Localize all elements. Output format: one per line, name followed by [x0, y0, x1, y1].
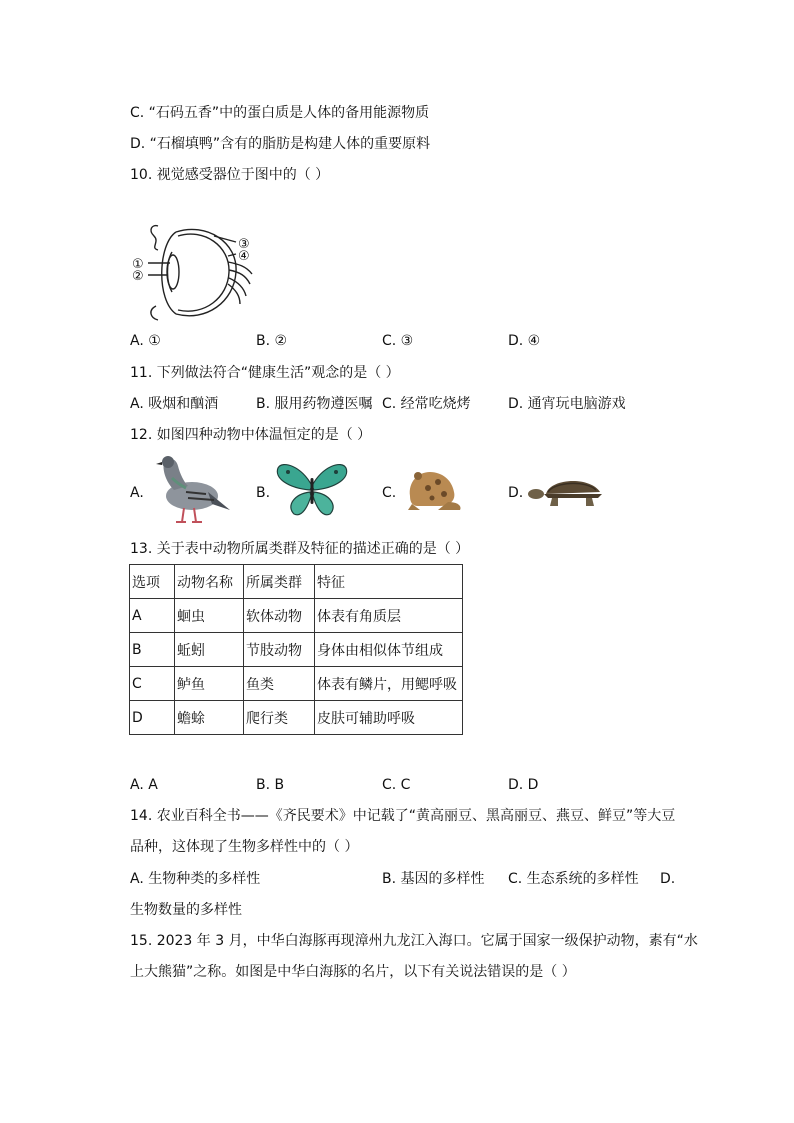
- table-cell: D: [130, 701, 175, 735]
- table-cell: C: [130, 667, 175, 701]
- q14-stem-line1: 14. 农业百科全书——《齐民要术》中记载了“黄高丽豆、黑高丽豆、燕豆、鲜豆”等大豆: [130, 808, 676, 824]
- q14-option-c: C. 生态系统的多样性: [508, 871, 639, 887]
- table-row: [130, 633, 463, 667]
- butterfly-image: [274, 460, 350, 520]
- turtle-image: [528, 470, 608, 510]
- table-cell: 蚯蚓: [175, 633, 244, 667]
- table-header-cell: 动物名称: [175, 565, 244, 599]
- q10-stem: 10. 视觉感受器位于图中的（ ）: [130, 167, 330, 183]
- q12-option-c: C.: [382, 485, 397, 501]
- table-cell: 节肢动物: [244, 633, 315, 667]
- q11-option-d: D. 通宵玩电脑游戏: [508, 396, 626, 412]
- eye-label-3: ③: [238, 237, 250, 252]
- table-header-cell: 特征: [315, 565, 463, 599]
- q10-option-c: C. ③: [382, 333, 414, 349]
- table-cell: 体表有鳞片，用鳃呼吸: [315, 667, 463, 701]
- table-cell: 身体由相似体节组成: [315, 633, 463, 667]
- table-cell: 蟾蜍: [175, 701, 244, 735]
- q11-stem: 11. 下列做法符合“健康生活”观念的是（ ）: [130, 365, 400, 381]
- pigeon-image: [148, 452, 232, 528]
- table-header-row: [130, 565, 463, 599]
- frog-image: [404, 466, 464, 512]
- q15-stem-line2: 上大熊猫”之称。如图是中华白海豚的名片，以下有关说法错误的是（ ）: [130, 964, 576, 980]
- q14-stem-line2: 品种，这体现了生物多样性中的（ ）: [130, 839, 359, 855]
- q11-option-c: C. 经常吃烧烤: [382, 396, 471, 412]
- eye-label-2: ②: [132, 269, 144, 284]
- q13-option-d: D. D: [508, 777, 539, 793]
- q11-option-a: A. 吸烟和酗酒: [130, 396, 219, 412]
- q14-option-a: A. 生物种类的多样性: [130, 871, 261, 887]
- q10-option-a: A. ①: [130, 333, 161, 349]
- table-cell: A: [130, 599, 175, 633]
- table-cell: 皮肤可辅助呼吸: [315, 701, 463, 735]
- table-cell: 体表有角质层: [315, 599, 463, 633]
- eye-label-1: ①: [132, 257, 144, 272]
- q13-stem: 13. 关于表中动物所属类群及特征的描述正确的是（ ）: [130, 541, 470, 557]
- table-cell: 鱼类: [244, 667, 315, 701]
- table-cell: 软体动物: [244, 599, 315, 633]
- table-row: [130, 701, 463, 735]
- q12-option-d: D.: [508, 485, 524, 501]
- q13-option-c: C. C: [382, 777, 411, 793]
- q14-option-d-text: 生物数量的多样性: [130, 902, 242, 918]
- table-cell: 爬行类: [244, 701, 315, 735]
- table-row: [130, 667, 463, 701]
- q13-table: [129, 564, 463, 735]
- table-row: [130, 599, 463, 633]
- q10-option-d: D. ④: [508, 333, 541, 349]
- q10-option-b: B. ②: [256, 333, 288, 349]
- eye-diagram: [128, 222, 268, 322]
- q12-option-b: B.: [256, 485, 271, 501]
- q9-option-d: D. “石榴填鸭”含有的脂肪是构建人体的重要原料: [130, 136, 431, 152]
- q14-option-d: D.: [660, 871, 676, 887]
- q12-stem: 12. 如图四种动物中体温恒定的是（ ）: [130, 427, 372, 443]
- q13-option-b: B. B: [256, 777, 285, 793]
- q13-option-a: A. A: [130, 777, 158, 793]
- table-cell: B: [130, 633, 175, 667]
- q12-option-a: A.: [130, 485, 144, 501]
- table-cell: 鲈鱼: [175, 667, 244, 701]
- table-header-cell: 选项: [130, 565, 175, 599]
- eye-label-4: ④: [238, 249, 250, 264]
- table-header-cell: 所属类群: [244, 565, 315, 599]
- q9-option-c: C. “石码五香”中的蛋白质是人体的备用能源物质: [130, 105, 430, 121]
- table-cell: 蛔虫: [175, 599, 244, 633]
- q15-stem-line1: 15. 2023 年 3 月，中华白海豚再现漳州九龙江入海口。它属于国家一级保护动物，素有“水: [130, 933, 698, 949]
- q11-option-b: B. 服用药物遵医嘱: [256, 396, 373, 412]
- q14-option-b: B. 基因的多样性: [382, 871, 485, 887]
